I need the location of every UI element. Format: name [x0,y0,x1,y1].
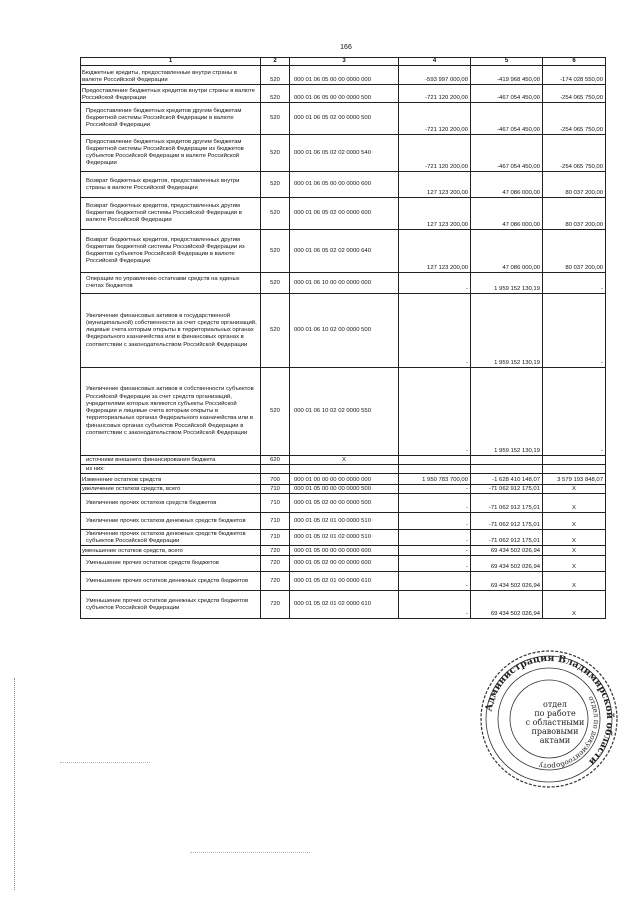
row-code-cell: 520 [261,103,290,135]
row-name-cell: Возврат бюджетных кредитов, предоставленных внутри страны в валюте Российской Федерации [81,172,261,198]
row-kbk-cell: 000 01 05 02 00 00 0000 600 [290,556,399,572]
row-col4-cell: -721 120 200,00 [399,135,471,172]
header-cell: 3 [290,58,399,66]
row-kbk-cell: 000 01 06 10 02 00 0000 500 [290,294,399,368]
row-kbk-cell: 000 01 06 05 00 00 0000 000 [290,66,399,85]
row-code-cell: 720 [261,556,290,572]
row-col6-cell: -254 065 750,00 [543,103,606,135]
table-row [81,103,606,135]
row-name-cell: увеличение остатков средств, всего [81,485,261,494]
row-col4-cell [399,465,471,474]
row-col4-cell [399,456,471,465]
row-name-cell: Увеличение прочих остатков денежных средств бюджетов субъектов Российской Федерации [81,530,261,546]
row-kbk-cell: 000 01 06 10 00 00 0000 000 [290,273,399,294]
row-col5-cell: 69 434 502 026,94 [471,572,543,591]
left-margin-dotted-line [14,678,15,890]
row-col6-cell: -254 065 750,00 [543,85,606,103]
row-name-cell: уменьшение остатков средств, всего [81,546,261,556]
row-col4-cell: - [399,546,471,556]
table-row [81,273,606,294]
header-cell: 5 [471,58,543,66]
row-code-cell: 710 [261,530,290,546]
row-col4-cell: - [399,530,471,546]
table-row [81,368,606,456]
row-col4-cell: - [399,368,471,456]
row-col4-cell: 127 123 200,00 [399,198,471,230]
row-col5-cell: -467 054 450,00 [471,103,543,135]
table-row [81,172,606,198]
row-col6-cell: - [543,294,606,368]
row-code-cell: 720 [261,591,290,619]
row-col4-cell: - [399,513,471,530]
row-kbk-cell: 000 01 05 02 01 02 0000 610 [290,591,399,619]
row-kbk-cell: X [290,456,399,465]
row-col6-cell: -254 065 750,00 [543,135,606,172]
stamp-center-line: правовыми [531,727,579,736]
row-col6-cell [543,465,606,474]
header-cell: 2 [261,58,290,66]
row-name-cell: Возврат бюджетных кредитов, предоставленных другим бюджетам бюджетной системы Российской Федерации в валюте Российской Федерации [81,198,261,230]
table-row [81,66,606,85]
row-col4-cell: - [399,485,471,494]
row-kbk-cell: 000 01 06 10 02 02 0000 550 [290,368,399,456]
row-col4-cell: 127 123 200,00 [399,172,471,198]
row-code-cell: 520 [261,294,290,368]
row-col5-cell: 1 959 152 130,19 [471,294,543,368]
table-row [81,198,606,230]
stamp-inner-ring-text: отдел по документообороту [538,694,601,771]
row-kbk-cell: 000 01 05 00 00 00 0000 500 [290,485,399,494]
row-col6-cell: X [543,556,606,572]
table-row [81,135,606,172]
row-name-cell: Операции по управлению остатками средств на единых счетах бюджетов [81,273,261,294]
row-col6-cell: X [543,494,606,513]
row-name-cell: источники внешнего финансирования бюджета [81,456,261,465]
row-code-cell: 520 [261,85,290,103]
row-code-cell: 720 [261,572,290,591]
row-col6-cell: X [543,572,606,591]
row-col6-cell: X [543,530,606,546]
row-kbk-cell: 000 01 06 05 00 00 0000 600 [290,172,399,198]
row-col5-cell: 69 434 502 026,94 [471,546,543,556]
row-col4-cell: - [399,273,471,294]
row-code-cell [261,465,290,474]
row-col4-cell: - [399,591,471,619]
row-code-cell: 520 [261,172,290,198]
row-name-cell: Уменьшение прочих остатков денежных средств бюджетов [81,572,261,591]
row-kbk-cell: 000 01 06 05 02 00 0000 600 [290,198,399,230]
row-kbk-cell: 000 01 00 00 00 00 0000 000 [290,474,399,485]
row-col6-cell: X [543,513,606,530]
row-kbk-cell: 000 01 06 05 02 02 0000 540 [290,135,399,172]
row-name-cell: Предоставление бюджетных кредитов внутри страны в валюте Российской Федерации [81,85,261,103]
row-name-cell: Возврат бюджетных кредитов, предоставленных другим бюджетам бюджетной системы Российской Федерации из бюджетов субъектов Российской Федерации в валюте Российской Федерации [81,230,261,273]
table-row [81,513,606,530]
stamp-center-line: отдел [543,700,567,709]
table-row [81,465,606,474]
row-name-cell: из них: [81,465,261,474]
row-col5-cell: 69 434 502 026,94 [471,556,543,572]
row-col5-cell: 47 086 000,00 [471,172,543,198]
table-row [81,546,606,556]
stamp-center-line: по работе [534,709,576,718]
row-col4-cell: - [399,556,471,572]
row-code-cell: 520 [261,230,290,273]
row-col5-cell [471,456,543,465]
table-row [81,572,606,591]
row-col4-cell: - [399,494,471,513]
row-col6-cell: 80 037 200,00 [543,198,606,230]
row-name-cell: Уменьшение прочих остатков денежных средств бюджетов субъектов Российской Федерации [81,591,261,619]
table-row [81,494,606,513]
table-row [81,456,606,465]
table-row [81,556,606,572]
row-kbk-cell: 000 01 06 05 02 00 0000 500 [290,103,399,135]
row-col5-cell: -467 054 450,00 [471,135,543,172]
row-code-cell: 710 [261,485,290,494]
stamp-center-line: актами [539,736,571,745]
row-col5-cell: -71 062 912 175,01 [471,513,543,530]
row-kbk-cell: 000 01 05 02 01 00 0000 510 [290,513,399,530]
table-row [81,485,606,494]
row-col6-cell: - [543,273,606,294]
row-col6-cell [543,456,606,465]
row-name-cell: Увеличение прочих остатков денежных средств бюджетов [81,513,261,530]
faint-scan-line [190,852,310,853]
row-code-cell: 520 [261,368,290,456]
page-number: 166 [340,44,352,51]
row-col6-cell: X [543,591,606,619]
row-col4-cell: 127 123 200,00 [399,230,471,273]
table-row [81,591,606,619]
row-code-cell: 700 [261,474,290,485]
row-col5-cell: -419 968 450,00 [471,66,543,85]
table-row [81,530,606,546]
row-col6-cell: 80 037 200,00 [543,172,606,198]
row-col4-cell: -721 120 200,00 [399,103,471,135]
row-name-cell: Увеличение финансовых активов в собственности субъектов Российской Федерации за счет средств организаций, учредителями которых являются субъекты Российской Федерации и лицевые счета которым открыты в территориальных органах Федерального казначейства или в финансовых органах субъектов Российской Федерации в соответствии с законодательством Российской Федерации [81,368,261,456]
row-col5-cell: -1 628 410 148,07 [471,474,543,485]
row-col4-cell: -593 997 000,00 [399,66,471,85]
table-header-row [81,58,606,66]
row-col5-cell [471,465,543,474]
row-col6-cell: X [543,546,606,556]
header-cell: 6 [543,58,606,66]
row-col4-cell: -721 120 200,00 [399,85,471,103]
stamp-ring-text: Администрация Владимирской области [483,652,616,768]
table-row [81,85,606,103]
row-col5-cell: -71 062 912 175,01 [471,494,543,513]
row-col6-cell: -174 028 550,00 [543,66,606,85]
row-code-cell: 710 [261,513,290,530]
row-kbk-cell: 000 01 05 00 00 00 0000 600 [290,546,399,556]
stamp-center-line: с областными [525,718,585,727]
row-name-cell: Изменение остатков средств [81,474,261,485]
row-col6-cell: 80 037 200,00 [543,230,606,273]
row-col4-cell: 1 950 783 700,00 [399,474,471,485]
row-name-cell: Увеличение прочих остатков средств бюджетов [81,494,261,513]
row-name-cell: Предоставление бюджетных кредитов другим бюджетам бюджетной системы Российской Федерации из бюджетов субъектов Российской Федерации в валюте Российской Федерации [81,135,261,172]
row-col6-cell: 3 579 193 848,07 [543,474,606,485]
row-name-cell: Уменьшение прочих остатков средств бюджетов [81,556,261,572]
table-row [81,230,606,273]
row-col5-cell: 1 959 152 130,19 [471,368,543,456]
row-col5-cell: 47 086 000,00 [471,198,543,230]
row-code-cell: 710 [261,494,290,513]
row-col5-cell: 69 434 502 026,94 [471,591,543,619]
row-col6-cell: - [543,368,606,456]
row-kbk-cell: 000 01 05 02 01 00 0000 610 [290,572,399,591]
row-name-cell: Предоставление бюджетных кредитов другим бюджетам бюджетной системы Российской Федерации в валюте Российской Федерации [81,103,261,135]
row-kbk-cell: 000 01 05 02 00 00 0000 500 [290,494,399,513]
faint-scan-line [60,762,150,763]
row-kbk-cell [290,465,399,474]
row-kbk-cell: 000 01 06 05 00 00 0000 500 [290,85,399,103]
header-cell: 4 [399,58,471,66]
budget-sources-table [80,57,606,619]
row-code-cell: 520 [261,273,290,294]
row-kbk-cell: 000 01 06 05 02 02 0000 640 [290,230,399,273]
row-name-cell: Увеличение финансовых активов в государственной (муниципальной) собственности за счет средств организаций, лицевые счета которым открыты в территориальных органах Федерального казначейства или в финансовых органах в соответствии с законодательством Российской Федерации [81,294,261,368]
row-col5-cell: -71 062 912 175,01 [471,485,543,494]
row-col5-cell: 1 959 152 130,19 [471,273,543,294]
header-cell: 1 [81,58,261,66]
table-row [81,474,606,485]
row-code-cell: 620 [261,456,290,465]
table-row [81,294,606,368]
row-kbk-cell: 000 01 05 02 01 02 0000 510 [290,530,399,546]
row-col6-cell: X [543,485,606,494]
row-code-cell: 720 [261,546,290,556]
row-col5-cell: 47 086 000,00 [471,230,543,273]
row-col5-cell: -71 062 912 175,01 [471,530,543,546]
row-name-cell: Бюджетные кредиты, предоставленные внутри страны в валюте Российской Федерации [81,66,261,85]
row-code-cell: 520 [261,198,290,230]
row-col4-cell: - [399,294,471,368]
stamp-center-text [516,700,594,745]
row-code-cell: 520 [261,66,290,85]
row-col5-cell: -467 054 450,00 [471,85,543,103]
row-code-cell: 520 [261,135,290,172]
row-col4-cell: - [399,572,471,591]
